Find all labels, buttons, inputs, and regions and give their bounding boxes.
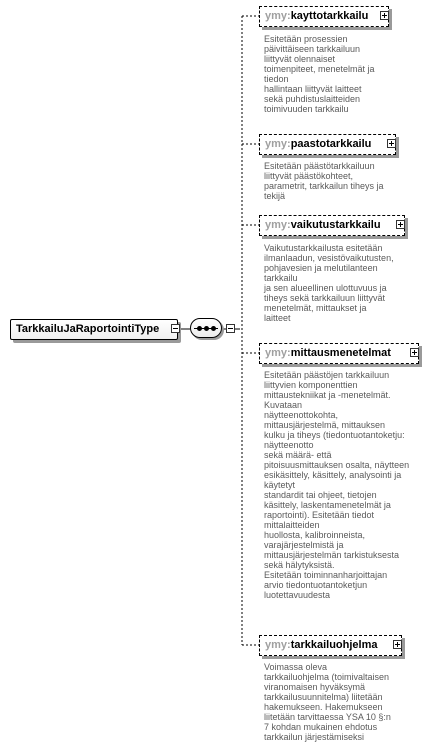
collapse-icon[interactable] bbox=[171, 324, 180, 333]
element-name: tarkkailuohjelma bbox=[290, 639, 378, 651]
element-namespace: ymy: bbox=[265, 10, 291, 22]
element-vaikutustarkkailu[interactable] bbox=[259, 215, 405, 236]
element-description: Voimassa oleva tarkkailuohjelma (toimivaltaisen viranomaisen hyväksymä tarkkailusuunnitelma) liitetään hakemukseen. Hakemukseen liitetään tarvittaessa YSA 10 §:n 7 kohdan mukainen ehdotus tarkkailun järjestämiseksi bbox=[264, 662, 391, 742]
collapse-icon[interactable] bbox=[226, 324, 235, 333]
root-type-name: TarkkailuJaRaportointiType bbox=[16, 323, 160, 335]
element-namespace: ymy: bbox=[265, 347, 291, 359]
sequence-compositor bbox=[190, 318, 222, 338]
element-paastotarkkailu[interactable] bbox=[259, 134, 396, 155]
element-name: vaikutustarkkailu bbox=[290, 219, 381, 231]
element-namespace: ymy: bbox=[265, 219, 291, 231]
element-name: kayttotarkkailu bbox=[290, 10, 369, 22]
element-mittausmenetelmat[interactable] bbox=[259, 343, 419, 364]
expand-icon[interactable] bbox=[387, 139, 396, 148]
element-description: Esitetään päästöjen tarkkailuun liittyvien komponenttien mittaustekniikat ja -menetelmät. Kuvataan näytteenottokohta, mittausjärjestelmä, mittauksen kulku ja tiheys (tiedontuotantoketju: näytteenotto sekä määrä- että pitoisuusmittauksen osalta, näytteen esikäsittely, käsittely, analysointi ja käytetyt standardit tai ohjeet, tietojen käsittely, laskentamenetelmät ja raportointi). Esitetään tiedot mittalaitteiden huollosta, kalibroinneista, varajärjestelmistä ja mittausjärjestelmän tarkistuksesta sekä hälytyksistä. Esitetään toiminnanharjoittajan arvio tiedontuotantoketjun luotettavuudesta bbox=[264, 370, 410, 600]
element-description: Vaikutustarkkailusta esitetään ilmanlaadun, vesistövaikutusten, pohjavesien ja melutilanteen tarkkailu ja sen alueellinen ulottuvuus ja tiheys sekä tarkkailuun liittyvät menetelmät, mittaukset ja laitteet bbox=[264, 243, 394, 323]
expand-icon[interactable] bbox=[410, 348, 419, 357]
element-namespace: ymy: bbox=[265, 639, 291, 651]
expand-icon[interactable] bbox=[396, 220, 405, 229]
element-kayttotarkkailu[interactable] bbox=[259, 6, 389, 27]
element-tarkkailuohjelma[interactable] bbox=[259, 635, 402, 656]
root-type-box[interactable] bbox=[10, 319, 178, 340]
element-description: Esitetään päästötarkkailuun liittyvät päästökohteet, parametrit, tarkkailun tiheys ja tekijä bbox=[264, 161, 384, 201]
expand-icon[interactable] bbox=[393, 640, 402, 649]
element-name: mittausmenetelmat bbox=[290, 347, 391, 359]
expand-icon[interactable] bbox=[380, 11, 389, 20]
element-description: Esitetään prosessien päivittäiseen tarkkailuun liittyvät olennaiset toimenpiteet, menetelmät ja tiedon hallintaan liittyvät laitteet sekä puhdistuslaitteiden toimivuuden tarkkailu bbox=[264, 34, 375, 114]
element-namespace: ymy: bbox=[265, 138, 291, 150]
element-name: paastotarkkailu bbox=[290, 138, 372, 150]
